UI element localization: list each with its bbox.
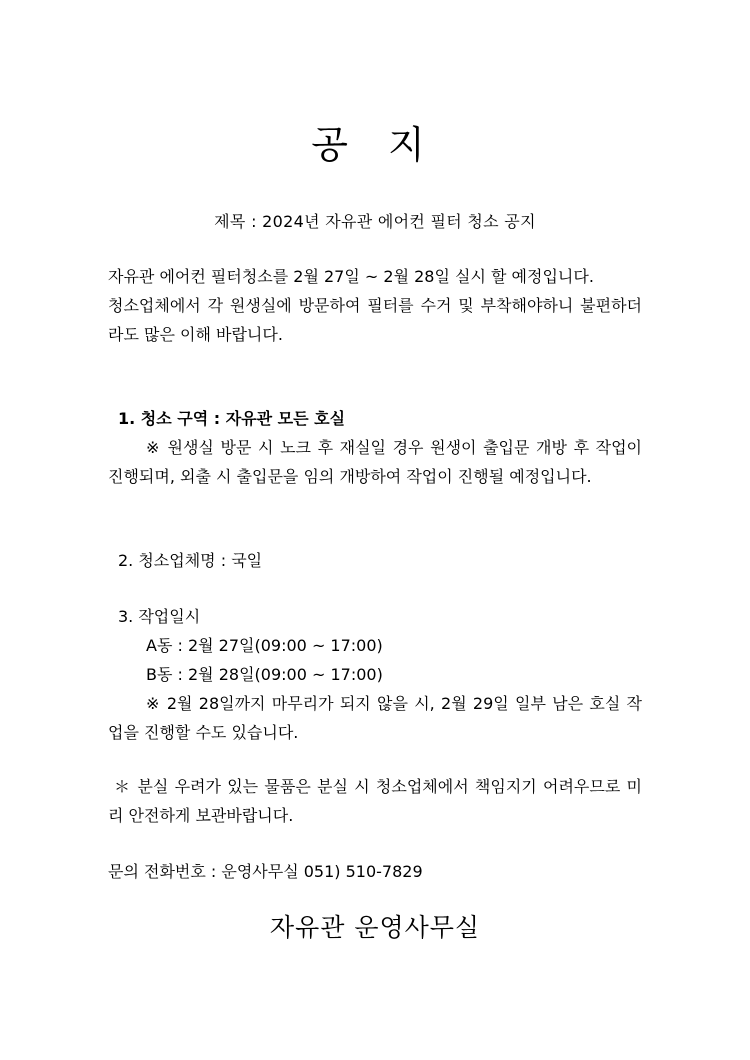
- notice-title: 공 지: [311, 123, 439, 167]
- intro-line-request: 청소업체에서 각 원생실에 방문하여 필터를 수거 및 부착해야하니 불편하더라도 많은 이해 바랍니다.: [108, 296, 642, 344]
- intro-line-schedule: 자유관 에어컨 필터청소를 2월 27일 ~ 2월 28일 실시 할 예정입니다.: [108, 267, 594, 286]
- intro-paragraphs: [108, 262, 642, 349]
- section-1-heading: 1. 청소 구역 : 자유관 모든 호실: [118, 409, 346, 428]
- schedule-building-b: B동 : 2월 28일(09:00 ~ 17:00): [146, 665, 383, 684]
- section-cleaning-area: [108, 404, 642, 491]
- notice-subject: 제목 : 2024년 자유관 에어컨 필터 청소 공지: [214, 212, 536, 231]
- section-3-note: ※ 2월 28일까지 마무리가 되지 않을 시, 2월 29일 일부 남은 호실 작업을 진행할 수도 있습니다.: [108, 694, 642, 742]
- section-2-heading: 2. 청소업체명 : 국일: [118, 551, 263, 570]
- section-3-heading: 3. 작업일시: [118, 607, 201, 626]
- schedule-building-a: A동 : 2월 27일(09:00 ~ 17:00): [146, 636, 383, 655]
- caution-block: [108, 772, 642, 830]
- section-1-note: ※ 원생실 방문 시 노크 후 재실일 경우 원생이 출입문 개방 후 작업이 진행되며, 외출 시 출입문을 임의 개방하여 작업이 진행될 예정입니다.: [108, 438, 642, 486]
- contact-phone: 문의 전화번호 : 운영사무실 051) 510-7829: [108, 862, 423, 881]
- section-company: [108, 546, 642, 575]
- section-schedule: [108, 602, 642, 747]
- caution-note: ＊ 분실 우려가 있는 물품은 분실 시 청소업체에서 책임지기 어려우므로 미리 안전하게 보관바랍니다.: [108, 777, 642, 825]
- contact-block: [108, 857, 642, 886]
- footer-office-name: 자유관 운영사무실: [269, 913, 481, 942]
